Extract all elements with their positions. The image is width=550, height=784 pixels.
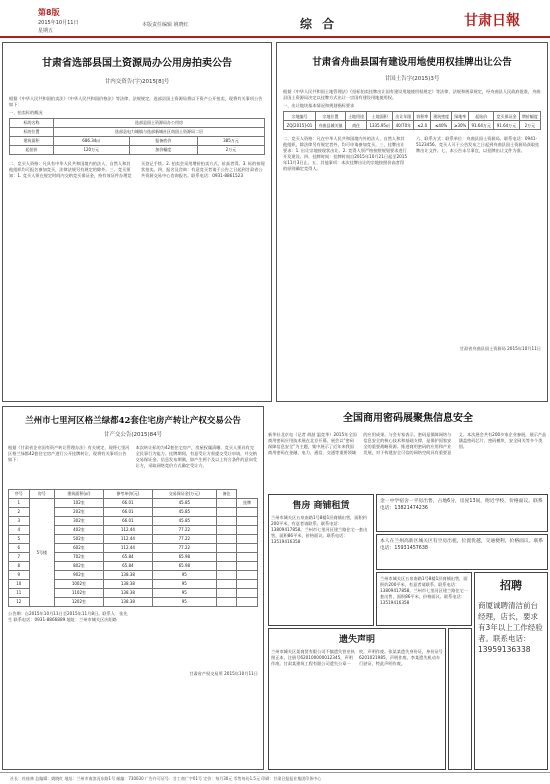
cell: 12 xyxy=(9,597,30,606)
ad-lost-body: 兰州市城关区某商贸有限公司不慎遗失营业执照正本，注册号620100000012345，声明作废。甘肃某建筑工程有限公司遗失公章一枚，声明作废。张某某遗失身份证，身份证号6201021985，声明作废。李某遗失机动车行驶证，特此声明作废。 xyxy=(271,649,443,667)
cell: 138.38 xyxy=(103,597,152,606)
table-row xyxy=(9,498,258,507)
auction-title: 甘肃省选部县国土资源局办公用房拍卖公告 xyxy=(42,58,232,69)
ad-sale-body: 兰州市城关区五泉南路1号8楼1层商铺出售，面积约200平米，有意者请联系。联系电话：13809417858。兰州市七里河区建兰路住宅一套出售，面积86平米，价格面议。联系电话：13519416358 xyxy=(271,515,368,545)
ad-right-mid xyxy=(376,534,548,570)
land-signature: 甘肃省舟曲县国土资源局 2015年10月11日 xyxy=(459,346,541,352)
cell: 112.44 xyxy=(103,543,152,552)
cell xyxy=(237,552,258,561)
cell: ≤40% xyxy=(431,121,452,130)
cell: 45.85 xyxy=(152,516,216,525)
cell: 4 xyxy=(9,525,30,534)
weekday: 星期五 xyxy=(38,28,54,34)
cell xyxy=(216,588,237,597)
cell: 686.34㎡ xyxy=(54,136,130,145)
cell: 建筑面积(㎡) xyxy=(54,489,103,498)
cell: 95 xyxy=(152,597,216,606)
cell: 66.01 xyxy=(103,516,152,525)
cell: 2万元 xyxy=(197,145,264,154)
cell: 出让年限 xyxy=(393,112,414,121)
cell: 112.44 xyxy=(103,534,152,543)
cell: 302室 xyxy=(54,516,103,525)
land-body-right: 六、联系方式：联系单位：舟曲县国土资源局。联系电话：0941-5123456。竞买人可于公告发布之日起到舟曲县国土资源局获取挂牌出让文件。七、本公告未尽事宜，以挂牌出让文件为准。 xyxy=(416,136,540,154)
cell: 77.22 xyxy=(152,534,216,543)
cell: 66.01 xyxy=(103,498,152,507)
cell: 702室 xyxy=(54,552,103,561)
cell: ZQ[2015]-01 xyxy=(284,121,316,130)
ad-recruit-title: 招聘 xyxy=(500,579,522,592)
cell xyxy=(216,579,237,588)
page-header xyxy=(0,0,550,38)
cell: 2万元 xyxy=(519,121,540,130)
ad-recruit-body: 商厦诚聘清洁前台经理，店长，要求有3年以上工作经验者。联系电话：13959136338 xyxy=(478,600,543,654)
section-title: 综 合 xyxy=(300,17,338,31)
cell xyxy=(216,543,237,552)
cell: 1102室 xyxy=(54,588,103,597)
cell: 土地用途 xyxy=(346,112,367,121)
transfer-table xyxy=(8,489,258,607)
cell: 建筑面积 xyxy=(10,136,54,145)
transfer-title: 兰州市七里河区格兰绿都42套住宅房产转让产权交易公告 xyxy=(25,416,241,426)
cell xyxy=(216,597,237,606)
ad-right-mid-body: 本人在兰州高新区城关区有空房出租，位置优越，交通便利，价格面议。联系电话：15931457638 xyxy=(380,539,544,551)
cell: 参考单价(元) xyxy=(103,489,152,498)
cell: 11 xyxy=(9,588,30,597)
transfer-bottom: 公告期：自2015年10月11日至2015年11月8日。联系人：张先生 联系电话：0931-8866889 地址：兰州市城关区庆阳路 xyxy=(8,610,128,622)
cell: 7 xyxy=(9,552,30,561)
cell: 1002室 xyxy=(54,579,103,588)
cell: 标的名称 xyxy=(10,118,54,127)
auction-table xyxy=(9,118,265,155)
cell: 宗地位置 xyxy=(315,112,345,121)
cell: 备注 xyxy=(216,489,237,498)
cell: 绿地率 xyxy=(452,112,469,121)
cell xyxy=(237,588,258,597)
cell: 2 xyxy=(9,507,30,516)
page-footer: 社长：杜桂林 总编辑：姚晓红 地址：兰州市南滨河东路1号 邮编：730030 广告许可证号：甘工商广字01号 定价：每月30元 零售每份1.5元 印刷：甘肃日报报业集团印务中心 xyxy=(0,772,550,784)
cell xyxy=(216,516,237,525)
cell: 45.85 xyxy=(152,498,216,507)
land-body-left: 二、竞买人资格：凡在中华人民共和国境内外的法人、自然人和其他组织，除法律另有规定者外，均可申请参加竞买。三、挂牌出让要求：1. 出让宗地按现状出让。2. 竞得人须严格按照规划要求进行开发建设。四、挂牌时间：挂牌时间自2015年10月21日起至2015年11月3日止。五、其他事项：本次挂牌出让的宗地按照价高者得的原则确定竞得人。 xyxy=(283,136,408,172)
transfer-notice xyxy=(2,406,264,770)
transfer-subtitle: 甘产交公告(2015)84号 xyxy=(103,432,163,439)
cell xyxy=(216,534,237,543)
cell: 602室 xyxy=(54,543,103,552)
cell: 112.44 xyxy=(103,525,152,534)
auction-notice xyxy=(2,42,272,402)
cell: 102室 xyxy=(54,498,103,507)
cell: 加价幅度 xyxy=(129,145,197,154)
cell: 建筑密度 xyxy=(431,112,452,121)
transfer-intro: 根据《甘肃省企业国有资产转让管理办法》有关规定，现将七里河区格兰绿都42套住宅房产进行公开挂牌转让，现将有关事项公告如下： xyxy=(8,444,130,462)
cell: 802室 xyxy=(54,561,103,570)
cell: 标的位置 xyxy=(10,127,54,136)
page-number: 第8版 xyxy=(38,8,60,17)
cell: 66.01 xyxy=(103,507,152,516)
cell: 95 xyxy=(152,588,216,597)
cell: 序号 xyxy=(9,489,30,498)
cell xyxy=(216,561,237,570)
ad-lost-right xyxy=(448,628,472,770)
ad-recruit xyxy=(474,572,548,770)
cell: 起拍价 xyxy=(10,145,54,154)
cell: 402室 xyxy=(54,525,103,534)
cell xyxy=(216,498,237,507)
cell: 91.64万元 xyxy=(494,121,520,130)
land-notice xyxy=(276,42,548,402)
cell: 95 xyxy=(152,579,216,588)
cell xyxy=(237,561,258,570)
land-intro: 根据《中华人民共和国土地管理法》《招标拍卖挂牌出让国有建设用地使用权规定》等法律、法规和规章规定，经舟曲县人民政府批准，舟曲县国土资源局决定以挂牌方式出让一宗国有建设用地使用权。 xyxy=(283,89,541,101)
cell xyxy=(237,579,258,588)
cell: 6 xyxy=(9,543,30,552)
cell xyxy=(237,543,258,552)
cell: 5号楼 xyxy=(29,498,54,606)
cell: 土地面积 xyxy=(367,112,393,121)
issue-date: 2015年10月11日 xyxy=(38,20,79,26)
cell: 9 xyxy=(9,570,30,579)
ad-sale xyxy=(268,494,374,626)
cell: 45.85 xyxy=(152,507,216,516)
land-table xyxy=(283,111,541,130)
cell xyxy=(237,597,258,606)
cell xyxy=(216,552,237,561)
ad-misc xyxy=(376,572,472,626)
cell: 77.22 xyxy=(152,543,216,552)
cell xyxy=(237,534,258,543)
auction-body: 二、竞买人资格：凡具有中华人民共和国境内的法人、自然人和其他组织均可报名参加竞买，法律法规另有规定的除外。三、竞买须知：1. 竞买人须在规定时间内交纳竞买保证金，持有效证件办理竞买登记手续。2. 拍卖会采用增价拍卖方式，价高者得。3. 标的按现状拍卖。四、报名及咨询：有意竞买者请于公告之日起到甘肃省公共资源交易中心咨询报名。联系电话：0931-8861523 xyxy=(9,160,265,178)
auction-subtitle: 甘内交资告(字)2015[8]号 xyxy=(104,78,170,85)
cell: 1335.95㎡ xyxy=(367,121,393,130)
cell xyxy=(216,570,237,579)
land-subtitle: 甘国土告字(2015)3号 xyxy=(384,75,440,82)
cell: 120万元 xyxy=(54,145,130,154)
ad-lost xyxy=(268,628,446,770)
cell: 40/70年 xyxy=(393,121,414,130)
cell xyxy=(237,516,258,525)
ad-lost-title: 遗失声明 xyxy=(338,635,375,645)
cell: 增价幅度 xyxy=(519,112,540,121)
cell: 房号 xyxy=(29,489,54,498)
cell: 选部县国土资源局办公用房 xyxy=(54,118,265,127)
cell: 交易保证金(万元) xyxy=(152,489,216,498)
cell: 902室 xyxy=(54,570,103,579)
cell: 65.84 xyxy=(103,552,152,561)
cell: 385万元 xyxy=(197,136,264,145)
cell: 502室 xyxy=(54,534,103,543)
transfer-signature: 甘肃省产权交易所 2015年10月11日 xyxy=(189,670,258,676)
cell: 138.38 xyxy=(103,579,152,588)
newspaper-logo: 甘肃日報 xyxy=(464,13,520,29)
news-article xyxy=(268,406,548,492)
cell xyxy=(237,525,258,534)
cell: 商住 xyxy=(346,121,367,130)
cell: 容积率 xyxy=(414,112,431,121)
ad-right-top xyxy=(376,494,548,532)
ad-sale-title: 售房 商铺租赁 xyxy=(292,501,350,511)
cell: 舟曲县城关镇 xyxy=(315,121,345,130)
page-editor: 本版责任编辑 姚晓红 xyxy=(142,22,189,28)
cell: 202室 xyxy=(54,507,103,516)
cell: 91.64万元 xyxy=(469,121,494,130)
cell: 3 xyxy=(9,516,30,525)
cell xyxy=(216,525,237,534)
cell: 138.38 xyxy=(103,570,152,579)
cell: 77.22 xyxy=(152,525,216,534)
cell: 65.98 xyxy=(152,561,216,570)
cell xyxy=(237,570,258,579)
cell: 10 xyxy=(9,579,30,588)
auction-intro: 根据《中华人民共和国拍卖法》《中华人民共和国价格法》等法律、法规规定，选部县国土资源局将以下资产公开拍卖，现将有关事项公告如下： xyxy=(9,95,263,107)
cell xyxy=(216,507,237,516)
ad-misc-body: 兰州市城关区五泉南路1号8楼1层商铺出售，面积约200平米，有意者请联系。联系电话：13809417858。兰州市七里河区建兰路住宅一套出售，面积86平米，价格面议。联系电话：13519416358 xyxy=(380,576,468,605)
transfer-mid: 本次转让标的为42套住宅房产，房屋权属清晰。竞买人须具有完全民事行为能力。挂牌期间，有意受让方须提交受让申请，并交纳交易保证金。信息发布期满，如产生两个及以上符合条件的意向受让方，采取网络竞价方式确定受让方。 xyxy=(135,444,257,468)
cell: 竞买保证金 xyxy=(494,112,520,121)
cell: 1202室 xyxy=(54,597,103,606)
news-body: 新华社北京电（记者 胡喆 温竞华）2015年全国商用密码应用技术展在北京开幕。展会以“密码保障信息安全”为主题，集中展示了近年来我国商用密码在金融、电力、通信、交通等重要领域的应用成果。与会专家表示，密码是保障网络与信息安全的核心技术和基础支撑，是保护国家安全的重要战略资源。推进商用密码的应用和产业发展，对于构建安全可信的网络空间具有重要意义。本次展会共有200多家企业参展，展示产品涵盖密码芯片、密码模块、安全网关等多个类别。 xyxy=(268,431,547,455)
auction-heading: 一、拍卖标的概况 xyxy=(9,109,43,115)
ad-right-top-body: 金一中学宿舍一平房出售，占地6分，房屋13间，附近学校，价格面议。联系电话：13821474236 xyxy=(380,499,543,511)
cell: 5 xyxy=(9,534,30,543)
cell: 报备底价 xyxy=(129,136,197,145)
cell: 1 xyxy=(9,498,30,507)
cell: 宗地编号 xyxy=(284,112,316,121)
cell: 95 xyxy=(152,570,216,579)
cell: 挂牌 xyxy=(237,498,258,507)
cell: ≥30% xyxy=(452,121,469,130)
news-title: 全国商用密码展聚焦信息安全 xyxy=(343,413,473,424)
cell: 65.84 xyxy=(103,561,152,570)
cell: 起始价 xyxy=(469,112,494,121)
cell: 8 xyxy=(9,561,30,570)
cell: 65.98 xyxy=(152,552,216,561)
cell: ≤2.0 xyxy=(414,121,431,130)
cell: 138.38 xyxy=(103,588,152,597)
land-heading: 一、出让地块基本情况和规划指标要求 xyxy=(283,103,355,109)
land-title: 甘肃省舟曲县国有建设用地使用权挂牌出让公告 xyxy=(312,57,512,68)
cell xyxy=(237,507,258,516)
cell: 选部县电力城镇与选部新城社区南国土资源局二层 xyxy=(54,127,265,136)
